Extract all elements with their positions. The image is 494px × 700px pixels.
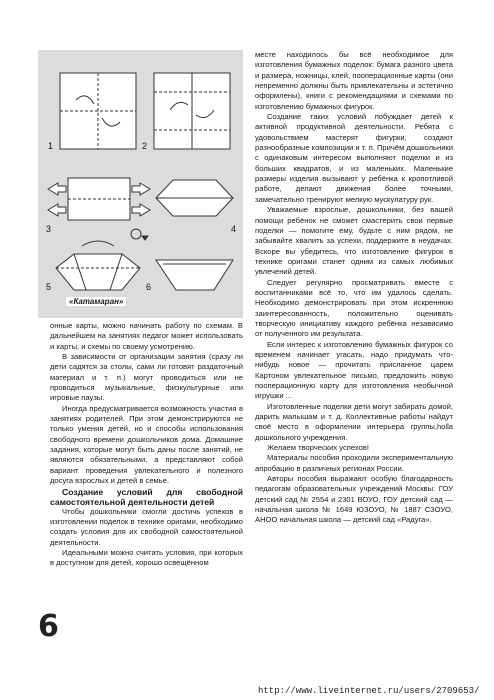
step-6-number: 6 <box>146 282 152 292</box>
paragraph: Иногда предусматривается возможность участия в занятиях родителей. При этом демонстрируются не только умения детей, но и способы использования свободного времени дошкольников дома. Домашние задания, которые могут быть даны после занятий, не являются обязательными, а представляют собой вариант проведения увлекательного и полезного досуга взрослых и детей в семье. <box>50 403 243 486</box>
page-number: 6 <box>38 609 59 644</box>
paragraph: Авторы пособия выражают особую благодарность педагогам образовательных учреждений Москвы: ГОУ детский сад № 2554 и 2301 ВОУО, ГОУ детский сад — начальная школа № 1649 ЮЗОУО, № 1887 СЗОУО, АНОО начальная школа — детский сад «Радуга». <box>255 474 453 525</box>
step-4-number: 4 <box>231 224 237 234</box>
paragraph: Изготовленные поделки дети могут забирать домой, дарить малышам и т. д. Коллективные работы найдут своё место в оформлении интерьера группы,holla дошкольного учреждения. <box>255 401 453 442</box>
paragraph: Уважаемые взрослые, дошкольники, без вашей помощи ребёнок не сможет смастерить свои первые поделки — помогите ему, будьте с ним рядом, не забывайте хвалить за успехи, поддержите в неудачах. Вскоре вы убедитесь, что изготовление фигурок в технике оригами станет одним из самых любимых увлечений детей. <box>255 205 453 277</box>
origami-diagram-figure <box>38 50 243 318</box>
step-1-number: 1 <box>48 141 54 151</box>
step-2-number: 2 <box>142 141 148 151</box>
step-5-shape <box>56 254 140 290</box>
left-column <box>50 321 243 569</box>
paragraph: В зависимости от организации занятия (сразу ли дети садятся за столы, сами ли готовят раздаточный материал и т. п.) могут проводиться или не проводиться музыкальные, физкультурные или игровые паузы. <box>50 352 243 403</box>
step-5-number: 5 <box>46 282 52 292</box>
paragraph: Чтобы дошкольники смогли достичь успехов в изготовлении поделок в технике оригами, необходимо создать условия для их свободной самостоятельной деятельности. <box>50 506 243 547</box>
paragraph: Следует регулярно просматривать вместе с воспитанниками всё то, что им удалось сделать. Необходимо демонстрировать при этом искреннюю заинтересованность, положительно оценивать творческую инициативу каждого ребёнка независимо от полученного им результата. <box>255 277 453 339</box>
origami-steps-diagram <box>38 50 243 318</box>
paragraph: Если интерес к изготовлению бумажных фигурок со временем начинает угасать, надо придумать что-нибудь новое — прочитать присланное царем Картоном увлекательное письмо, предложить новую пооперационную карту для изготовления необычной игрушки ... <box>255 339 453 401</box>
right-column <box>255 50 453 526</box>
paragraph: онные карты, можно начинать работу по схемам. В дальнейшем на занятиях педагог может использовать и карты, и схемы по своему усмотрению. <box>50 321 243 351</box>
figure-caption: «Катамаран» <box>66 297 126 306</box>
paragraph: месте находилось бы всё необходимое для изготовления бумажных поделок: бумага разного цвета и размера, ножницы, клей, пооперационные карты (они непременно должны быть привлекательны и эстетично оформлены), книги с рекомендациями и схемами по изготовлению бумажных фигурок. <box>255 50 453 111</box>
paragraph: Создание таких условий побуждает детей к активной продуктивной деятельности. Ребята с удовольствием мастерят фигурки, создают разнообразные композиции и т. п. Причём дошкольники с одинаковым интересом выполняют поделки и из больших квадратов, и из маленьких. Маленькие размеры изделия вызывают у ребёнка к кропотливой работе, делают движения более точными, замечательно тренируют мелкую мускулатуру рук. <box>255 112 453 204</box>
footer-url[interactable]: http://www.liveinternet.ru/users/2709653/ <box>258 686 480 696</box>
section-heading: Создание условий для свободной самостоятельной деятельности детей <box>50 486 243 507</box>
paragraph: Идеальными можно считать условия, при которых в доступном для детей, хорошо освещённом <box>50 547 243 568</box>
paragraph: Материалы пособия проходили экспериментальную апробацию в различных регионах России. <box>255 453 453 473</box>
paragraph: Желаем творческих успехов! <box>267 443 370 453</box>
step-3-number: 3 <box>46 224 52 234</box>
